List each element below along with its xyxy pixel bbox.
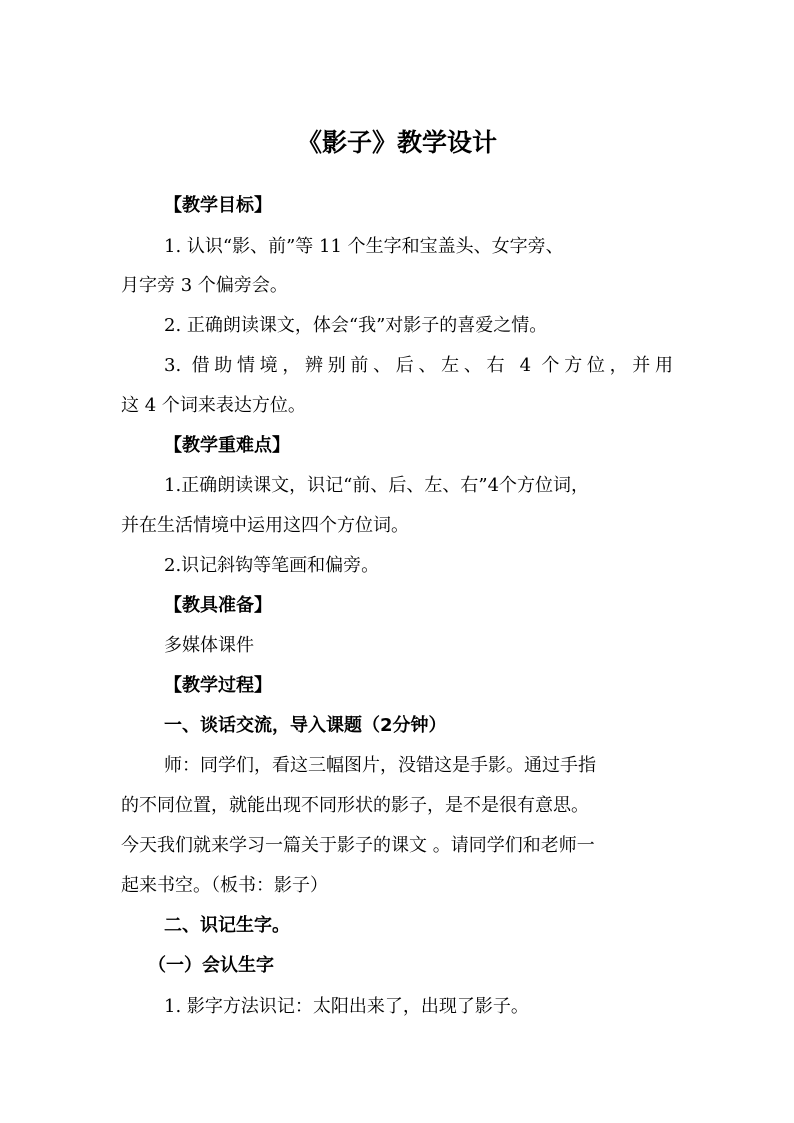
key-point-2: 2.识记斜钩等笔画和偏旁。 [164, 555, 380, 576]
goal-3-line-1: 3. 借助情境，辨别前、后、左、右 4 个方位，并用 [164, 355, 673, 376]
key-points-heading: 【教学重难点】 [164, 435, 290, 456]
key-point-1-line-1: 1.正确朗读课文，识记“前、后、左、右”4个方位词， [164, 475, 590, 496]
page-title: 《影子》教学设计 [296, 128, 497, 157]
process-para-1-line-1: 师：同学们，看这三幅图片，没错这是手影。通过手指 [164, 755, 596, 776]
key-point-1-line-2: 并在生活情境中运用这四个方位词。 [121, 515, 409, 536]
process-section-2: 二、识记生字。 [164, 915, 290, 936]
goal-2: 2. 正确朗读课文，体会“我”对影子的喜爱之情。 [164, 315, 548, 336]
process-heading: 【教学过程】 [164, 675, 272, 696]
process-item-1: 1. 影字方法识记：太阳出来了，出现了影子。 [164, 996, 529, 1017]
process-para-1-line-2: 的不同位置，就能出现不同形状的影子，是不是很有意思。 [121, 795, 589, 816]
goal-1-line-1: 1. 认识“影、前”等 11 个生字和宝盖头、女字旁、 [164, 236, 564, 257]
process-section-1: 一、谈话交流，导入课题（2分钟） [164, 715, 447, 736]
materials-heading: 【教具准备】 [164, 595, 272, 616]
process-para-1-line-3: 今天我们就来学习一篇关于影子的课文 。请同学们和老师一 [121, 835, 595, 856]
materials-text: 多媒体课件 [164, 635, 254, 656]
goals-heading: 【教学目标】 [164, 195, 272, 216]
goal-1-line-2: 月字旁 3 个偏旁会。 [121, 275, 288, 296]
goal-3-line-2: 这 4 个词来表达方位。 [121, 395, 306, 416]
process-subsection-1: （一）会认生字 [148, 955, 274, 976]
process-para-1-line-4: 起来书空。（板书：影子） [121, 875, 328, 896]
